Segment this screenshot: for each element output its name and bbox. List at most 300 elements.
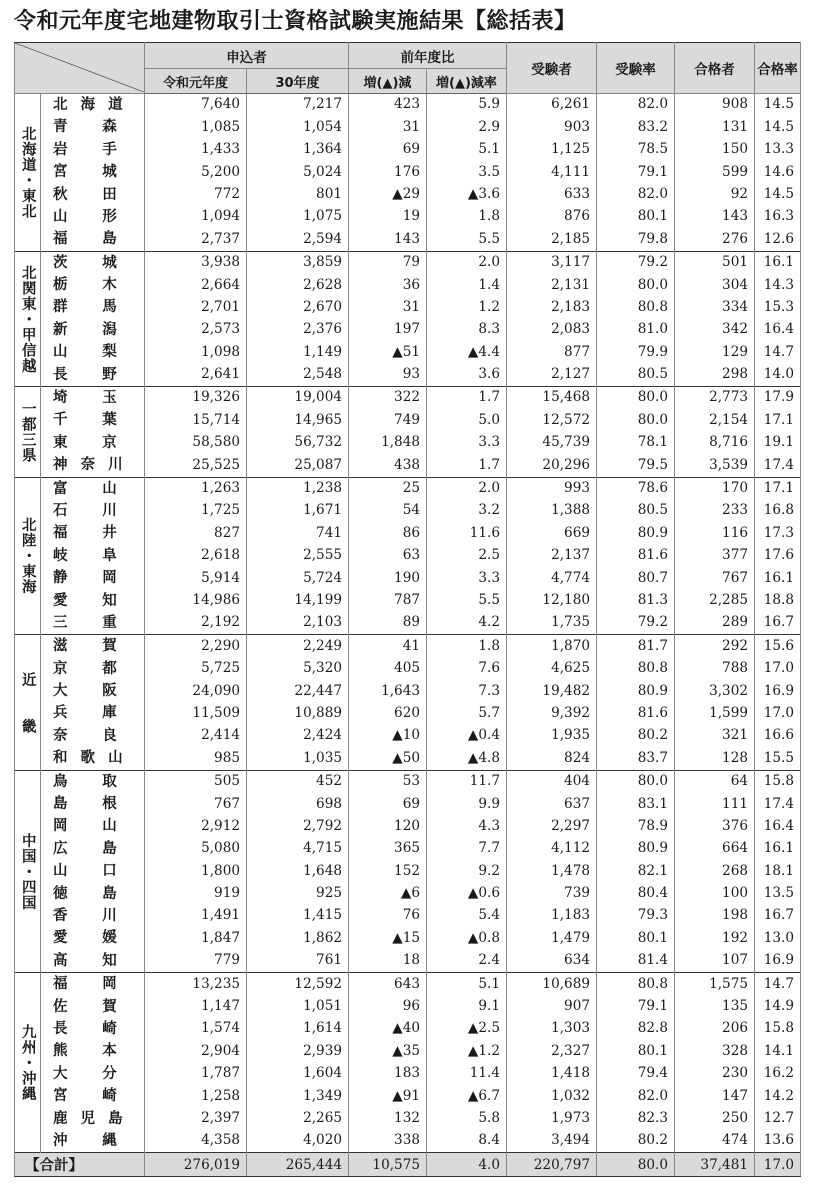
data-cell: 18.8: [755, 590, 801, 612]
data-cell: 80.1: [597, 927, 675, 949]
data-cell: 4,774: [507, 567, 597, 589]
table-row: [15, 1063, 801, 1085]
table-row: [15, 658, 801, 680]
data-cell: 276: [675, 228, 755, 251]
data-cell: 79.2: [597, 251, 675, 274]
header-applicants: 申込者: [145, 43, 349, 69]
data-cell: ▲35: [349, 1040, 427, 1062]
prefecture-name: 栃木: [41, 274, 145, 296]
data-cell: 342: [675, 319, 755, 341]
data-cell: 192: [675, 927, 755, 949]
data-cell: 2,773: [675, 387, 755, 410]
data-cell: 69: [349, 793, 427, 815]
data-cell: 78.6: [597, 477, 675, 500]
total-cell: 17.0: [755, 1153, 801, 1177]
data-cell: 79.1: [597, 996, 675, 1018]
data-cell: 17.6: [755, 545, 801, 567]
data-cell: 16.4: [755, 816, 801, 838]
table-row: [15, 1085, 801, 1107]
table-row: [15, 590, 801, 612]
data-cell: 292: [675, 635, 755, 658]
prefecture-name: 滋賀: [41, 635, 145, 658]
data-cell: 634: [507, 950, 597, 973]
data-cell: 5.5: [427, 590, 507, 612]
header-examinees: 受験者: [507, 43, 597, 94]
data-cell: 919: [145, 883, 247, 905]
prefecture-name: 島根: [41, 793, 145, 815]
data-cell: 643: [349, 973, 427, 996]
data-cell: 15.6: [755, 635, 801, 658]
table-row: [15, 477, 801, 500]
data-cell: 143: [349, 228, 427, 251]
data-cell: 16.3: [755, 206, 801, 228]
data-cell: 321: [675, 725, 755, 747]
data-cell: 53: [349, 770, 427, 793]
data-cell: 12.7: [755, 1108, 801, 1130]
data-cell: 8.4: [427, 1130, 507, 1153]
table-row: [15, 116, 801, 138]
data-cell: 2,285: [675, 590, 755, 612]
region-label: 近 畿: [15, 635, 41, 770]
data-cell: 377: [675, 545, 755, 567]
prefecture-name: 宮崎: [41, 1085, 145, 1107]
data-cell: 198: [675, 905, 755, 927]
data-cell: 1,183: [507, 905, 597, 927]
data-cell: 338: [349, 1130, 427, 1153]
data-cell: 79.9: [597, 341, 675, 363]
data-cell: 131: [675, 116, 755, 138]
diagonal-corner-cell: [15, 43, 145, 94]
data-cell: 15.3: [755, 297, 801, 319]
data-cell: 304: [675, 274, 755, 296]
data-cell: 83.7: [597, 747, 675, 770]
data-cell: ▲0.8: [427, 927, 507, 949]
data-cell: 82.8: [597, 1018, 675, 1040]
prefecture-name: 鹿児島: [41, 1108, 145, 1130]
data-cell: 322: [349, 387, 427, 410]
table-row: [15, 747, 801, 770]
data-cell: 3,302: [675, 680, 755, 702]
data-cell: 298: [675, 364, 755, 387]
data-cell: 1,848: [349, 432, 427, 454]
data-cell: 41: [349, 635, 427, 658]
data-cell: 7.7: [427, 838, 507, 860]
data-cell: 2,327: [507, 1040, 597, 1062]
data-cell: 8.3: [427, 319, 507, 341]
data-cell: 2,618: [145, 545, 247, 567]
data-cell: 19,326: [145, 387, 247, 410]
table-row: [15, 838, 801, 860]
data-cell: 78.5: [597, 139, 675, 161]
data-cell: 423: [349, 94, 427, 117]
total-row: [15, 1153, 801, 1177]
data-cell: 2,939: [247, 1040, 349, 1062]
data-cell: 15,714: [145, 409, 247, 431]
data-cell: 664: [675, 838, 755, 860]
data-cell: 903: [507, 116, 597, 138]
data-cell: 4,020: [247, 1130, 349, 1153]
header-pass-rate: 合格率: [755, 43, 801, 94]
data-cell: 4,112: [507, 838, 597, 860]
data-cell: ▲2.5: [427, 1018, 507, 1040]
data-cell: 4.2: [427, 612, 507, 635]
data-cell: 767: [145, 793, 247, 815]
data-cell: 16.9: [755, 680, 801, 702]
data-cell: 17.1: [755, 477, 801, 500]
table-row: [15, 341, 801, 363]
data-cell: 3,117: [507, 251, 597, 274]
data-cell: 1,643: [349, 680, 427, 702]
data-cell: 24,090: [145, 680, 247, 702]
data-cell: 80.2: [597, 725, 675, 747]
data-cell: 5.1: [427, 139, 507, 161]
data-cell: 19.1: [755, 432, 801, 454]
data-cell: ▲4.4: [427, 341, 507, 363]
data-cell: 1,787: [145, 1063, 247, 1085]
table-row: [15, 816, 801, 838]
data-cell: 81.3: [597, 590, 675, 612]
data-cell: 2,131: [507, 274, 597, 296]
data-cell: 7,217: [247, 94, 349, 117]
prefecture-name: 熊本: [41, 1040, 145, 1062]
data-cell: 13.5: [755, 883, 801, 905]
data-cell: 1,085: [145, 116, 247, 138]
data-cell: 3,859: [247, 251, 349, 274]
table-row: [15, 703, 801, 725]
data-cell: 17.3: [755, 522, 801, 544]
data-cell: 128: [675, 747, 755, 770]
region-label: 中国・四国: [15, 770, 41, 973]
data-cell: 3.2: [427, 500, 507, 522]
region-label: 北海道・東北: [15, 94, 41, 252]
data-cell: 16.1: [755, 251, 801, 274]
data-cell: 80.0: [597, 409, 675, 431]
data-cell: 268: [675, 860, 755, 882]
data-cell: ▲29: [349, 184, 427, 206]
data-cell: 669: [507, 522, 597, 544]
data-cell: 14,199: [247, 590, 349, 612]
data-cell: 2,183: [507, 297, 597, 319]
data-cell: 289: [675, 612, 755, 635]
data-cell: ▲91: [349, 1085, 427, 1107]
data-cell: 9.1: [427, 996, 507, 1018]
data-cell: 9,392: [507, 703, 597, 725]
data-cell: 81.7: [597, 635, 675, 658]
data-cell: 1,862: [247, 927, 349, 949]
data-cell: 16.8: [755, 500, 801, 522]
prefecture-name: 京都: [41, 658, 145, 680]
table-row: [15, 770, 801, 793]
data-cell: 63: [349, 545, 427, 567]
total-cell: 80.0: [597, 1153, 675, 1177]
data-cell: 17.4: [755, 793, 801, 815]
data-cell: 1.7: [427, 387, 507, 410]
data-cell: 5,080: [145, 838, 247, 860]
prefecture-name: 三重: [41, 612, 145, 635]
header-h30: 30年度: [247, 69, 349, 94]
data-cell: 2,127: [507, 364, 597, 387]
data-cell: 78.9: [597, 816, 675, 838]
data-cell: 116: [675, 522, 755, 544]
table-row: [15, 297, 801, 319]
data-cell: 1,614: [247, 1018, 349, 1040]
data-cell: 1.8: [427, 206, 507, 228]
data-cell: 14.3: [755, 274, 801, 296]
data-cell: 16.1: [755, 838, 801, 860]
data-cell: 2,137: [507, 545, 597, 567]
data-cell: 12,592: [247, 973, 349, 996]
data-cell: 741: [247, 522, 349, 544]
data-cell: 1,349: [247, 1085, 349, 1107]
table-row: [15, 94, 801, 117]
table-row: [15, 1040, 801, 1062]
data-cell: 86: [349, 522, 427, 544]
data-cell: 2,594: [247, 228, 349, 251]
data-cell: 1,800: [145, 860, 247, 882]
prefecture-name: 愛媛: [41, 927, 145, 949]
data-cell: 1,098: [145, 341, 247, 363]
data-cell: 3.3: [427, 567, 507, 589]
data-cell: 22,447: [247, 680, 349, 702]
data-cell: 5.4: [427, 905, 507, 927]
data-cell: 2,641: [145, 364, 247, 387]
data-cell: 1.2: [427, 297, 507, 319]
data-cell: 787: [349, 590, 427, 612]
data-cell: 2,185: [507, 228, 597, 251]
header-passers: 合格者: [675, 43, 755, 94]
data-cell: 80.5: [597, 364, 675, 387]
prefecture-name: 奈良: [41, 725, 145, 747]
data-cell: 197: [349, 319, 427, 341]
data-cell: 64: [675, 770, 755, 793]
prefecture-name: 山口: [41, 860, 145, 882]
data-cell: 82.0: [597, 1085, 675, 1107]
prefecture-name: 香川: [41, 905, 145, 927]
data-cell: 739: [507, 883, 597, 905]
data-cell: 31: [349, 297, 427, 319]
data-cell: 5.9: [427, 94, 507, 117]
data-cell: 438: [349, 454, 427, 477]
data-cell: 1,725: [145, 500, 247, 522]
data-cell: 80.8: [597, 297, 675, 319]
data-cell: 788: [675, 658, 755, 680]
data-cell: 1,032: [507, 1085, 597, 1107]
data-cell: 14.7: [755, 341, 801, 363]
data-cell: 1,604: [247, 1063, 349, 1085]
data-cell: 14.7: [755, 973, 801, 996]
data-cell: 1,263: [145, 477, 247, 500]
data-cell: 18.1: [755, 860, 801, 882]
data-cell: 80.1: [597, 1040, 675, 1062]
data-cell: 474: [675, 1130, 755, 1153]
data-cell: 4,111: [507, 161, 597, 183]
data-cell: 76: [349, 905, 427, 927]
data-cell: 18: [349, 950, 427, 973]
data-cell: 2,737: [145, 228, 247, 251]
data-cell: 5,914: [145, 567, 247, 589]
data-cell: 206: [675, 1018, 755, 1040]
data-cell: 80.0: [597, 387, 675, 410]
data-cell: 2,670: [247, 297, 349, 319]
data-cell: 80.8: [597, 973, 675, 996]
data-cell: 16.1: [755, 567, 801, 589]
data-cell: 56,732: [247, 432, 349, 454]
data-cell: 19: [349, 206, 427, 228]
data-cell: 79: [349, 251, 427, 274]
data-cell: 404: [507, 770, 597, 793]
data-cell: 2,701: [145, 297, 247, 319]
prefecture-name: 高知: [41, 950, 145, 973]
table-row: [15, 883, 801, 905]
data-cell: 17.0: [755, 658, 801, 680]
data-cell: 908: [675, 94, 755, 117]
data-cell: 81.6: [597, 545, 675, 567]
prefecture-name: 山梨: [41, 341, 145, 363]
data-cell: ▲0.6: [427, 883, 507, 905]
data-cell: 1,238: [247, 477, 349, 500]
data-cell: 3.3: [427, 432, 507, 454]
table-row: [15, 1130, 801, 1153]
data-cell: 365: [349, 838, 427, 860]
data-cell: 5.8: [427, 1108, 507, 1130]
data-cell: 985: [145, 747, 247, 770]
header-yoy: 前年度比: [349, 43, 507, 69]
data-cell: 93: [349, 364, 427, 387]
data-cell: 14.5: [755, 116, 801, 138]
data-cell: 250: [675, 1108, 755, 1130]
table-row: [15, 409, 801, 431]
data-cell: 14.1: [755, 1040, 801, 1062]
data-cell: 5,024: [247, 161, 349, 183]
data-cell: 83.2: [597, 116, 675, 138]
data-cell: 1,125: [507, 139, 597, 161]
data-cell: 2,265: [247, 1108, 349, 1130]
data-cell: 25: [349, 477, 427, 500]
data-cell: 907: [507, 996, 597, 1018]
data-cell: 14,986: [145, 590, 247, 612]
table-row: [15, 545, 801, 567]
table-row: [15, 612, 801, 635]
prefecture-name: 福岡: [41, 973, 145, 996]
data-cell: 2,548: [247, 364, 349, 387]
data-cell: 12,572: [507, 409, 597, 431]
data-cell: 827: [145, 522, 247, 544]
total-cell: 10,575: [349, 1153, 427, 1177]
data-cell: 80.9: [597, 522, 675, 544]
table-row: [15, 927, 801, 949]
data-cell: 100: [675, 883, 755, 905]
header-inc-dec: 増(▲)減: [349, 69, 427, 94]
table-row: [15, 387, 801, 410]
data-cell: 15.8: [755, 770, 801, 793]
data-cell: 2,083: [507, 319, 597, 341]
data-cell: 15,468: [507, 387, 597, 410]
data-cell: 13,235: [145, 973, 247, 996]
data-cell: 11.6: [427, 522, 507, 544]
data-cell: 16.7: [755, 612, 801, 635]
prefecture-name: 富山: [41, 477, 145, 500]
data-cell: 14,965: [247, 409, 349, 431]
table-row: [15, 319, 801, 341]
table-row: [15, 206, 801, 228]
prefecture-name: 福井: [41, 522, 145, 544]
data-cell: 17.9: [755, 387, 801, 410]
data-cell: 4,715: [247, 838, 349, 860]
total-cell: 37,481: [675, 1153, 755, 1177]
data-cell: 1,303: [507, 1018, 597, 1040]
data-cell: 12.6: [755, 228, 801, 251]
prefecture-name: 群馬: [41, 297, 145, 319]
data-cell: 1,648: [247, 860, 349, 882]
data-cell: 749: [349, 409, 427, 431]
data-cell: 80.1: [597, 206, 675, 228]
data-cell: 230: [675, 1063, 755, 1085]
data-cell: 2,555: [247, 545, 349, 567]
prefecture-name: 佐賀: [41, 996, 145, 1018]
data-cell: 376: [675, 816, 755, 838]
data-cell: 80.9: [597, 838, 675, 860]
data-cell: 12,180: [507, 590, 597, 612]
data-cell: 80.4: [597, 883, 675, 905]
data-cell: 25,087: [247, 454, 349, 477]
data-cell: 15.5: [755, 747, 801, 770]
data-cell: 4,358: [145, 1130, 247, 1153]
data-cell: 81.0: [597, 319, 675, 341]
data-cell: 132: [349, 1108, 427, 1130]
data-cell: 637: [507, 793, 597, 815]
data-cell: 96: [349, 996, 427, 1018]
data-cell: 9.9: [427, 793, 507, 815]
table-row: [15, 996, 801, 1018]
total-cell: 265,444: [247, 1153, 349, 1177]
data-cell: 328: [675, 1040, 755, 1062]
data-cell: 5,320: [247, 658, 349, 680]
data-cell: 2,290: [145, 635, 247, 658]
data-cell: 31: [349, 116, 427, 138]
prefecture-name: 千葉: [41, 409, 145, 431]
data-cell: 79.1: [597, 161, 675, 183]
data-cell: 13.6: [755, 1130, 801, 1153]
data-cell: 1,418: [507, 1063, 597, 1085]
data-cell: ▲10: [349, 725, 427, 747]
prefecture-name: 静岡: [41, 567, 145, 589]
data-cell: 82.0: [597, 94, 675, 117]
table-row: [15, 161, 801, 183]
data-cell: 501: [675, 251, 755, 274]
data-cell: 45,739: [507, 432, 597, 454]
prefecture-name: 兵庫: [41, 703, 145, 725]
data-cell: 2,397: [145, 1108, 247, 1130]
data-cell: 79.3: [597, 905, 675, 927]
data-cell: 1,258: [145, 1085, 247, 1107]
data-cell: 16.9: [755, 950, 801, 973]
data-cell: 1,478: [507, 860, 597, 882]
data-cell: 58,580: [145, 432, 247, 454]
data-cell: 5.7: [427, 703, 507, 725]
data-cell: 14.0: [755, 364, 801, 387]
table-row: [15, 793, 801, 815]
data-cell: 111: [675, 793, 755, 815]
data-cell: 2.9: [427, 116, 507, 138]
data-cell: ▲3.6: [427, 184, 507, 206]
data-cell: 1,035: [247, 747, 349, 770]
data-cell: 1,075: [247, 206, 349, 228]
data-cell: 2,912: [145, 816, 247, 838]
data-cell: 80.9: [597, 680, 675, 702]
table-row: [15, 1018, 801, 1040]
data-cell: 1,973: [507, 1108, 597, 1130]
data-cell: 761: [247, 950, 349, 973]
